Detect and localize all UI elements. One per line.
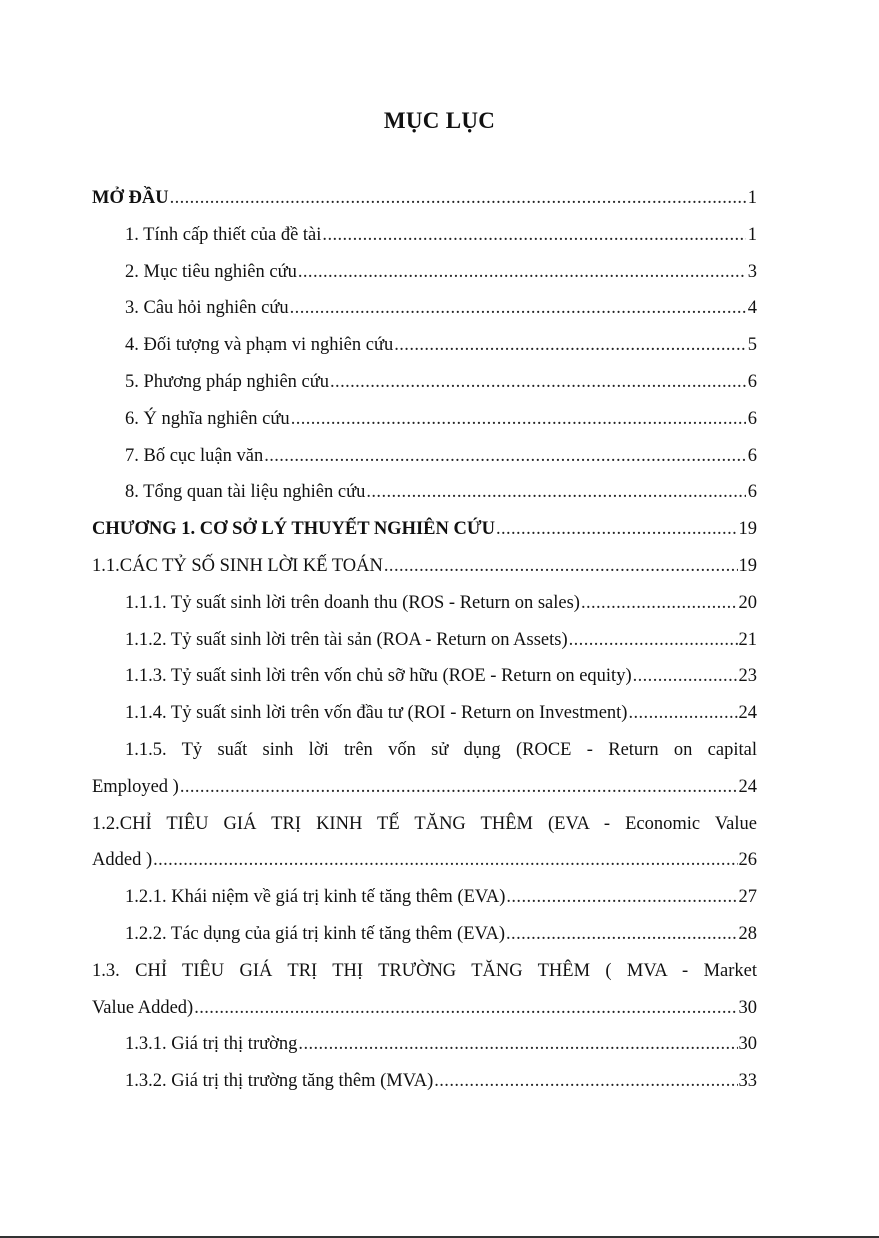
toc-entry-text-line1: 1.1.5. Tỷ suất sinh lời trên vốn sử dụng (ROCE - Return on capital — [125, 739, 757, 760]
toc-entry — [92, 1063, 757, 1100]
toc-page-number: 33 — [738, 1071, 757, 1092]
dot-leader — [506, 916, 737, 953]
toc-entry — [92, 438, 757, 475]
toc-entry-section — [92, 548, 757, 585]
toc-entry-text: 8. Tổng quan tài liệu nghiên cứu — [125, 482, 366, 503]
dot-leader — [290, 290, 746, 327]
toc-entry-text: 1.1.1. Tỷ suất sinh lời trên doanh thu (ROS - Return on sales) — [125, 592, 580, 613]
toc-entry — [92, 254, 757, 291]
toc-entry-text: MỞ ĐẦU — [92, 188, 169, 208]
toc-entry-text-line1: 1.2.CHỈ TIÊU GIÁ TRỊ KINH TẾ TĂNG THÊM (EVA - Economic Value — [92, 813, 757, 834]
toc-entry-text: 1.2.1. Khái niệm về giá trị kinh tế tăng thêm (EVA) — [125, 887, 506, 908]
toc-entry-text: 6. Ý nghĩa nghiên cứu — [125, 408, 290, 429]
toc-entry — [92, 695, 757, 732]
toc-entry — [92, 879, 757, 916]
toc-page-number: 28 — [738, 923, 757, 944]
toc-entry-text: 1.1.CÁC TỶ SỐ SINH LỜI KẾ TOÁN — [92, 555, 383, 576]
toc-page-number: 6 — [747, 445, 757, 466]
toc-entry — [92, 622, 757, 659]
toc-entry-text: 1. Tính cấp thiết của đề tài — [125, 224, 322, 245]
toc-entry-text: 1.1.3. Tỷ suất sinh lời trên vốn chủ sỡ hữu (ROE - Return on equity) — [125, 666, 632, 687]
toc-entry — [92, 474, 757, 511]
toc-page-number: 19 — [738, 519, 757, 540]
toc-entry-text-line2: Value Added) — [92, 997, 194, 1018]
toc-page-number: 26 — [738, 850, 757, 871]
toc-page-number: 30 — [738, 1034, 757, 1055]
toc-page-number: 6 — [747, 408, 757, 429]
toc-page-number: 23 — [738, 666, 757, 687]
toc-entry-text: 1.3.1. Giá trị thị trường — [125, 1034, 298, 1055]
toc-entry-text-line1: 1.3. CHỈ TIÊU GIÁ TRỊ THỊ TRƯỜNG TĂNG THÊM ( MVA - Market — [92, 960, 757, 981]
toc-page-number: 24 — [738, 776, 757, 797]
dot-leader — [291, 401, 746, 438]
toc-entry-mo-dau — [92, 180, 757, 217]
dot-leader — [180, 769, 738, 806]
toc-entry — [92, 327, 757, 364]
dot-leader — [496, 511, 738, 548]
toc-entry-text-line2: Added ) — [92, 850, 153, 871]
toc-entry-text: 5. Phương pháp nghiên cứu — [125, 371, 330, 392]
toc-entry-text: 7. Bố cục luận văn — [125, 445, 264, 466]
toc-page-number: 27 — [738, 887, 757, 908]
toc-page-number: 20 — [738, 592, 757, 613]
toc-page-number: 4 — [747, 298, 757, 319]
toc-entry-text: 1.3.2. Giá trị thị trường tăng thêm (MVA) — [125, 1071, 434, 1092]
dot-leader — [506, 879, 737, 916]
dot-leader — [384, 548, 738, 585]
toc-page-number: 30 — [738, 997, 757, 1018]
table-of-contents — [92, 180, 757, 1100]
toc-entry-chapter-1 — [92, 511, 757, 548]
dot-leader — [628, 695, 737, 732]
toc-entry-continuation — [92, 990, 757, 1027]
toc-page-number: 1 — [747, 188, 757, 208]
toc-entry — [92, 364, 757, 401]
toc-page-number: 19 — [738, 555, 757, 576]
dot-leader — [264, 438, 746, 475]
dot-leader — [330, 364, 746, 401]
toc-entry-text: 1.1.4. Tỷ suất sinh lời trên vốn đầu tư (ROI - Return on Investment) — [125, 703, 628, 724]
toc-entry-text: 4. Đối tượng và phạm vi nghiên cứu — [125, 335, 394, 356]
toc-entry — [92, 290, 757, 327]
toc-page-number: 24 — [738, 703, 757, 724]
toc-entry-text: CHƯƠNG 1. CƠ SỞ LÝ THUYẾT NGHIÊN CỨU — [92, 519, 495, 540]
dot-leader — [633, 658, 738, 695]
toc-entry — [92, 658, 757, 695]
page-title: MỤC LỤC — [383, 108, 496, 133]
toc-entry-text: 2. Mục tiêu nghiên cứu — [125, 261, 297, 282]
toc-page-number: 6 — [747, 482, 757, 503]
toc-entry-continuation — [92, 842, 757, 879]
toc-entry — [92, 585, 757, 622]
dot-leader — [194, 990, 737, 1027]
dot-leader — [153, 842, 737, 879]
dot-leader — [581, 585, 738, 622]
dot-leader — [366, 474, 746, 511]
dot-leader — [569, 622, 738, 659]
toc-page-number: 5 — [747, 335, 757, 356]
toc-entry-continuation — [92, 769, 757, 806]
toc-page-number: 21 — [738, 629, 757, 650]
toc-entry — [92, 916, 757, 953]
dot-leader — [322, 217, 746, 254]
dot-leader — [298, 1026, 737, 1063]
toc-page-number: 1 — [747, 224, 757, 245]
toc-entry — [92, 217, 757, 254]
toc-entry-text: 1.1.2. Tỷ suất sinh lời trên tài sản (ROA - Return on Assets) — [125, 629, 568, 650]
dot-leader — [394, 327, 746, 364]
dot-leader — [170, 180, 746, 217]
dot-leader — [298, 254, 746, 291]
dot-leader — [434, 1063, 737, 1100]
toc-entry — [92, 1026, 757, 1063]
toc-entry-text: 1.2.2. Tác dụng của giá trị kinh tế tăng thêm (EVA) — [125, 923, 506, 944]
toc-page-number: 6 — [747, 371, 757, 392]
toc-entry-text: 3. Câu hỏi nghiên cứu — [125, 298, 289, 319]
toc-entry — [92, 401, 757, 438]
toc-page-number: 3 — [747, 261, 757, 282]
toc-entry-text-line2: Employed ) — [92, 776, 179, 797]
